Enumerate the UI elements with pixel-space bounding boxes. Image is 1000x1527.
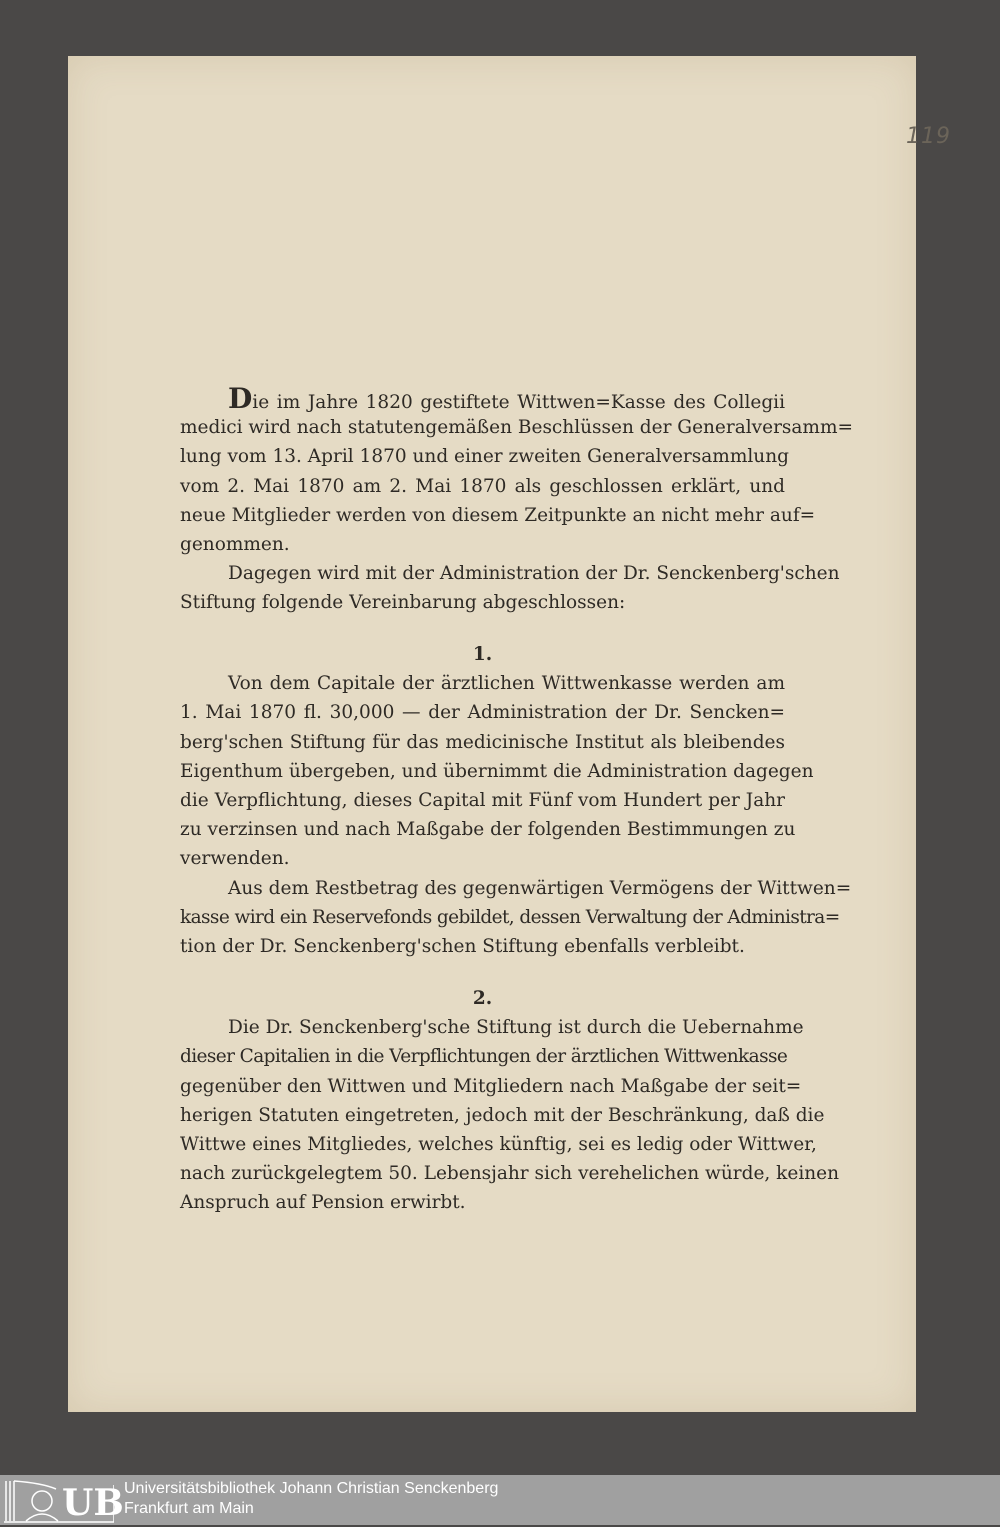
page-number: 119	[906, 124, 951, 149]
text-line: tion der Dr. Senckenberg'schen Stiftung ebenfalls verbleibt.	[180, 935, 745, 957]
text-line: gegenüber den Wittwen und Mitgliedern nach Maßgabe der seit=	[180, 1075, 802, 1097]
text-line: zu verzinsen und nach Maßgabe der folgenden Bestimmungen zu	[180, 819, 796, 841]
text-line: vom 2. Mai 1870 am 2. Mai 1870 als geschlossen erklärt, und	[180, 475, 785, 497]
text-line: lung vom 13. April 1870 und einer zweiten Generalversammlung	[180, 446, 789, 468]
section-2	[180, 984, 840, 1218]
text-line: Aus dem Restbetrag des gegenwärtigen Vermögens der Wittwen=	[228, 877, 852, 899]
section-number: 2.	[472, 988, 493, 1009]
text-line: Eigenthum übergeben, und übernimmt die Administration dagegen	[180, 760, 814, 782]
text-line: Dagegen wird mit der Administration der Dr. Senckenberg'schen	[228, 563, 840, 585]
library-footer	[0, 1475, 1000, 1525]
text-line: herigen Statuten eingetreten, jedoch mit der Beschränkung, daß die	[180, 1104, 825, 1126]
text-line: neue Mitglieder werden von diesem Zeitpunkte an nicht mehr auf=	[180, 504, 816, 526]
text-line: kasse wird ein Reservefonds gebildet, dessen Verwaltung der Administra=	[180, 906, 840, 928]
text-line: die Verpflichtung, dieses Capital mit Fünf vom Hundert per Jahr	[180, 789, 785, 811]
document-page	[68, 56, 951, 1412]
section-number: 1.	[472, 644, 493, 665]
section-1	[180, 640, 852, 961]
text-line: verwenden.	[180, 848, 290, 870]
text-line: Stiftung folgende Vereinbarung abgeschlossen:	[180, 592, 626, 614]
text-line: Wittwe eines Mitgliedes, welches künftig, sei es ledig oder Wittwer,	[180, 1133, 817, 1155]
text-line: Die Dr. Senckenberg'sche Stiftung ist durch die Uebernahme	[228, 1017, 804, 1039]
text-line: berg'schen Stiftung für das medicinische Institut als bleibendes	[180, 731, 785, 753]
library-name-line2: Frankfurt am Main	[124, 1500, 254, 1517]
text-span: ie im Jahre 1820 gestiftete Wittwen=Kasse des Collegii	[252, 392, 785, 413]
text-line: Von dem Capitale der ärztlichen Wittwenkasse werden am	[228, 673, 785, 695]
library-logo	[2, 1477, 124, 1524]
text-line: dieser Capitalien in die Verpflichtungen der ärztlichen Wittwenkasse	[180, 1046, 788, 1068]
library-name	[124, 1479, 498, 1519]
text-line	[180, 384, 785, 413]
text-line: Anspruch auf Pension erwirbt.	[180, 1192, 466, 1214]
text-line: genommen.	[180, 533, 290, 555]
text-line: medici wird nach statutengemäßen Beschlüssen der Generalversamm=	[180, 417, 854, 439]
text-line: nach zurückgelegtem 50. Lebensjahr sich verehelichen würde, keinen	[180, 1163, 840, 1185]
drop-cap: D	[228, 382, 253, 415]
library-name-line1: Universitätsbibliothek Johann Christian Senckenberg	[124, 1480, 499, 1497]
intro-text	[180, 382, 854, 618]
text-line: 1. Mai 1870 fl. 30,000 — der Administration der Dr. Sencken=	[180, 702, 785, 724]
logo-text: UB	[62, 1482, 124, 1524]
